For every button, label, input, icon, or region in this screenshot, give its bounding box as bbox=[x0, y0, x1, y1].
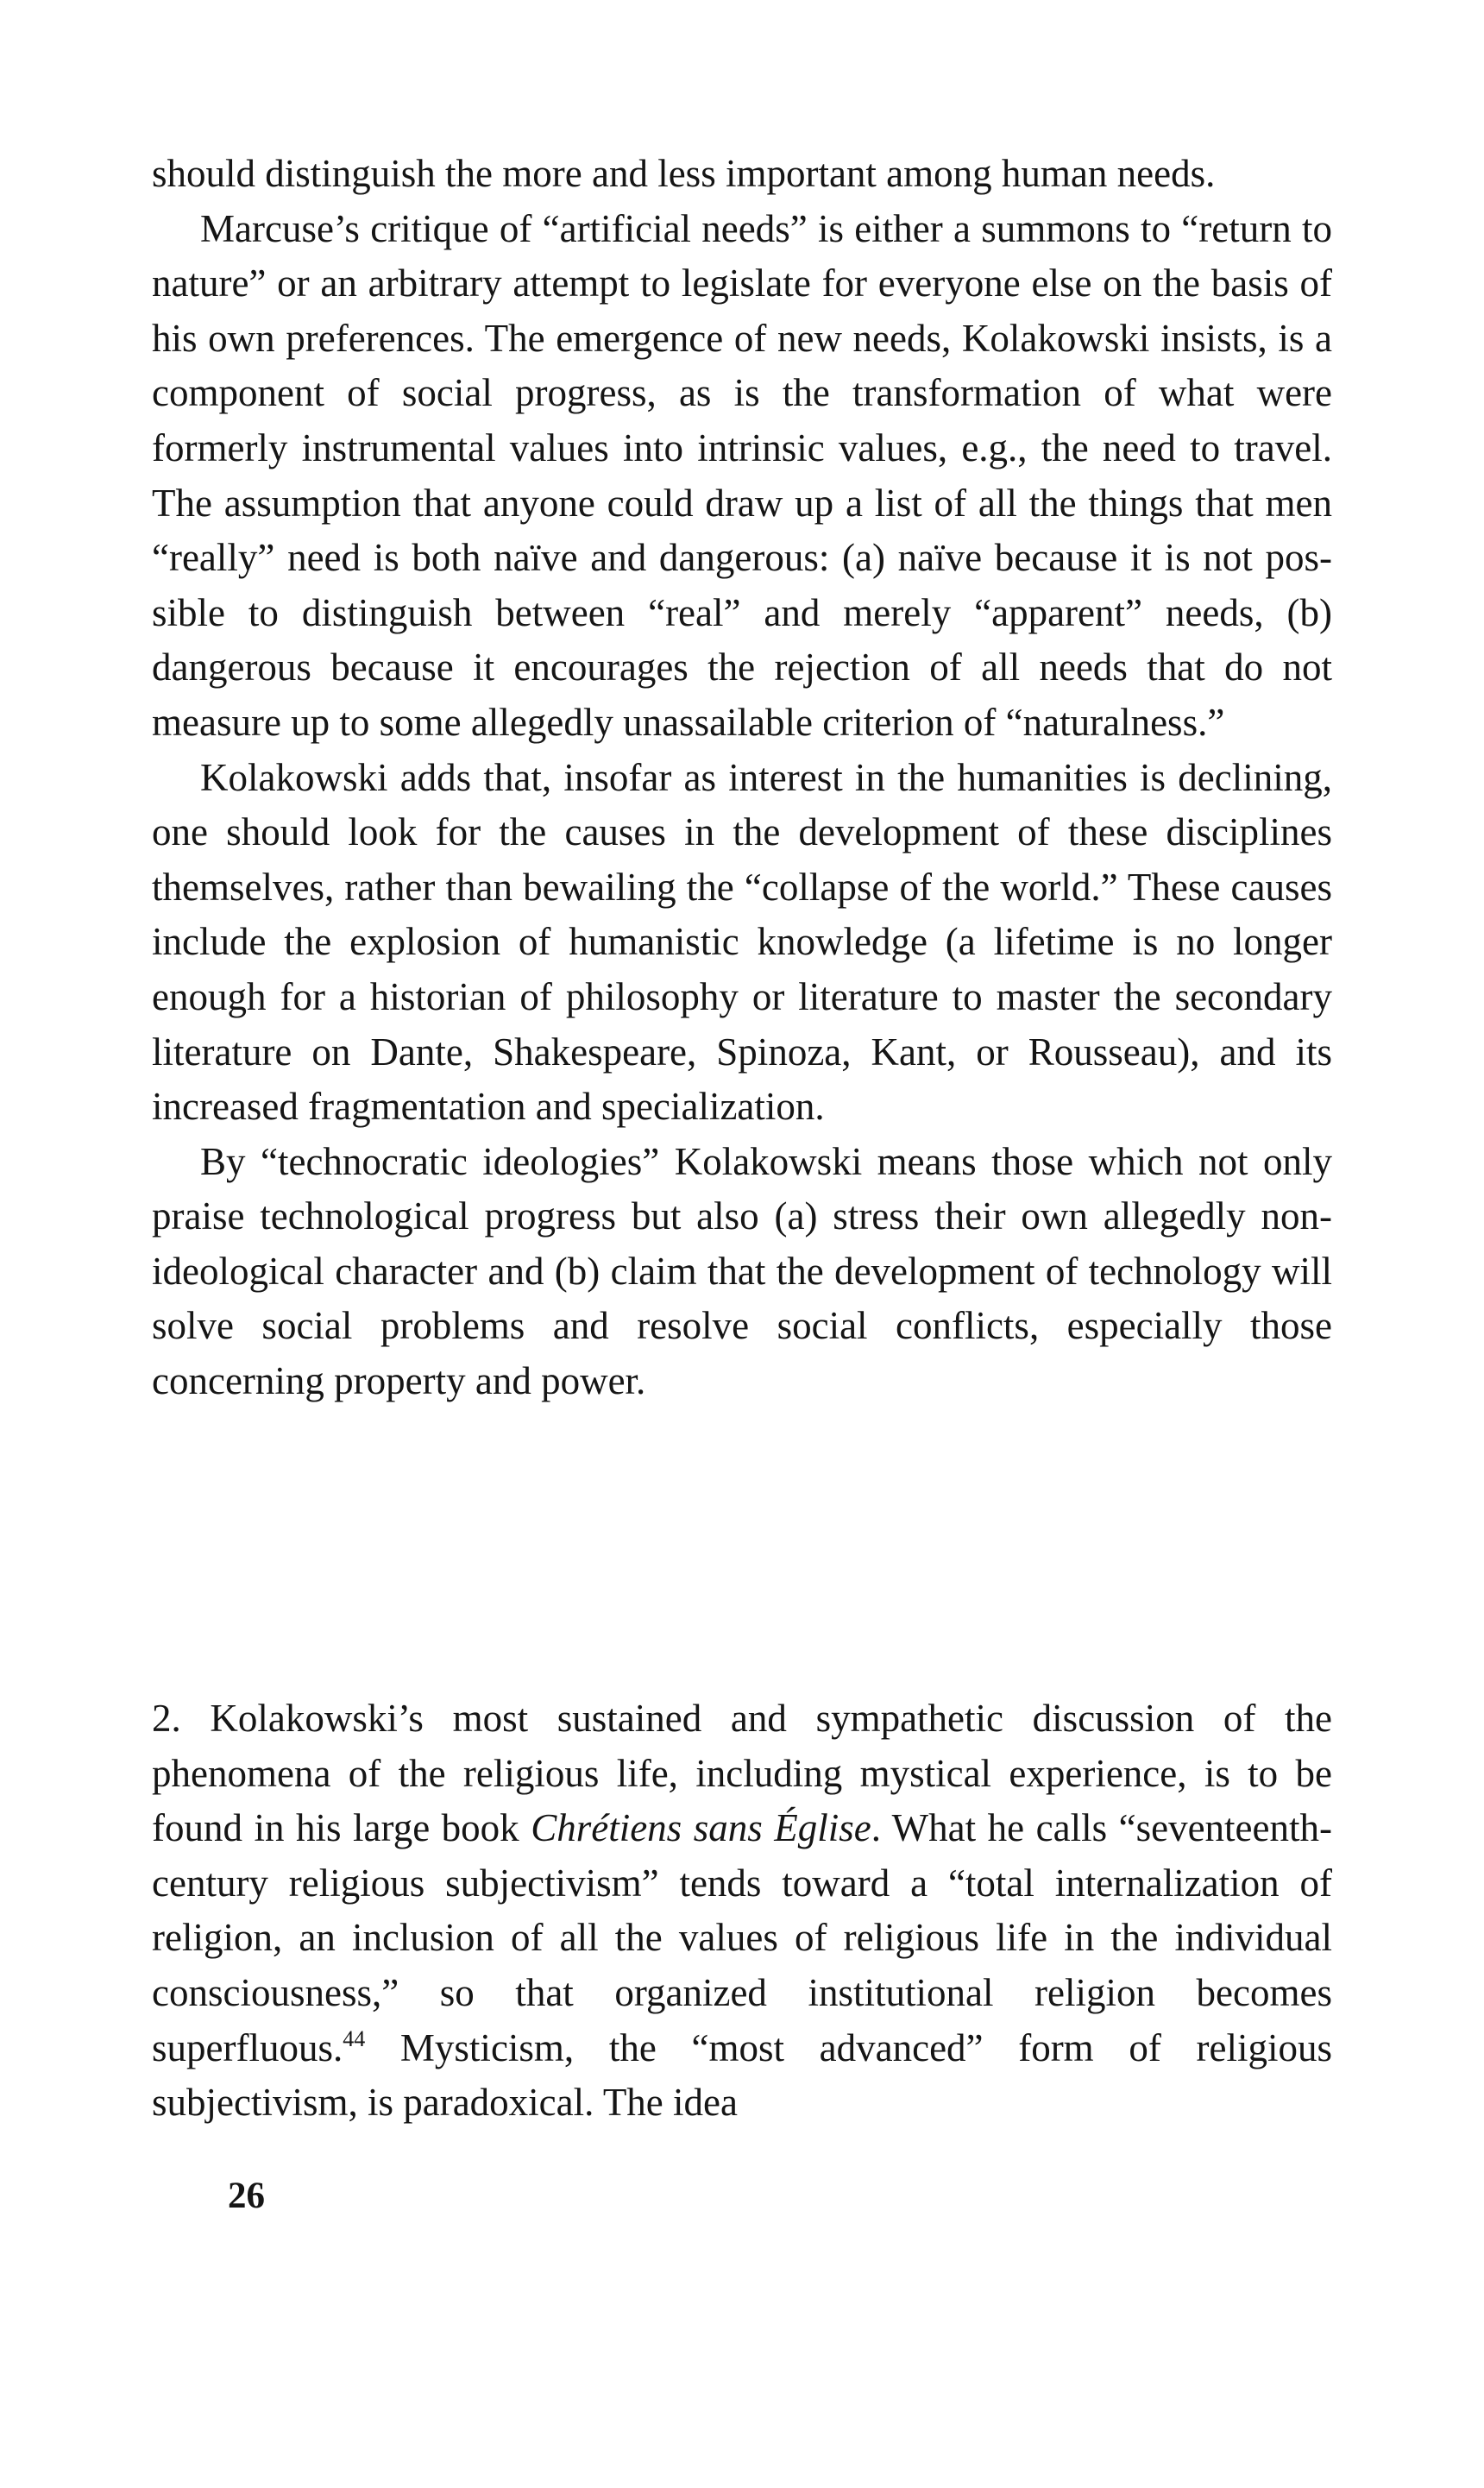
body-text-section-2 bbox=[152, 1691, 1332, 2131]
section-2-text-start: 2. Kolakowski’s most sustained and sympathetic discussion of the phenomena of the religious life, including mystical experience, is to be found in his large book bbox=[152, 1697, 1332, 1850]
paragraph-humanities: Kolakowski adds that, insofar as interest in the humanities is declining, one should look for the causes in the development of these disciplines themselves, rather than bewailing the “collapse of the world.” These causes include the explosion of humanistic knowledge (a lifetime is no longer enough for a historian of philosophy or literature to master the secondary literature on Dante, Shakespeare, Spinoza, Kant, or Rousseau), and its increased fragmentation and specialization. bbox=[152, 755, 1332, 1129]
body-text-top bbox=[152, 147, 1332, 1409]
section-2-text-middle: . What he calls “seventeenth-century religious subjectivism” tends toward a “total internalization of religion, an inclusion of all the values of religious life in the individual consciousness,” so that organized institutional religion becomes superfluous. bbox=[152, 1806, 1332, 2069]
page-number: 26 bbox=[228, 2176, 265, 2216]
book-title: Chrétiens sans Église bbox=[531, 1806, 871, 1850]
section-2-text-end: Mysticism, the “most advanced” form of religious subjectivism, is paradoxical. The idea bbox=[152, 2025, 1332, 2125]
paragraph-artificial-needs: Marcuse’s critique of “artificial needs” is either a summons to “return to nature” or an arbitrary attempt to legislate for everyone else on the basis of his own preferences. The emergence of new needs, Kolakowski insists, is a component of social progress, as is the transformation of what were formerly instrumental values into intrinsic values, e.g., the need to travel. The assumption that anyone could draw up a list of all the things that men “really” need is both naïve and dangerous: (a) naïve because it is not possible to distinguish between “real” and merely “apparent” needs, (b) dangerous because it encourages the rejection of all needs that do not measure up to some allegedly unassailable criterion of “naturalness.” bbox=[152, 206, 1332, 744]
footnote-marker: 44 bbox=[343, 2025, 366, 2051]
paragraph-continuation: should distinguish the more and less important among human needs. bbox=[152, 152, 1216, 195]
paragraph-section-2 bbox=[152, 1691, 1332, 2131]
paragraph-technocratic-ideologies: By “technocratic ideologies” Kolakowski means those which not only praise technological progress but also (a) stress their own allegedly non-ideological character and (b) claim that the development of technology will solve social problems and resolve social conflicts, especially those concerning property and power. bbox=[152, 1139, 1332, 1403]
